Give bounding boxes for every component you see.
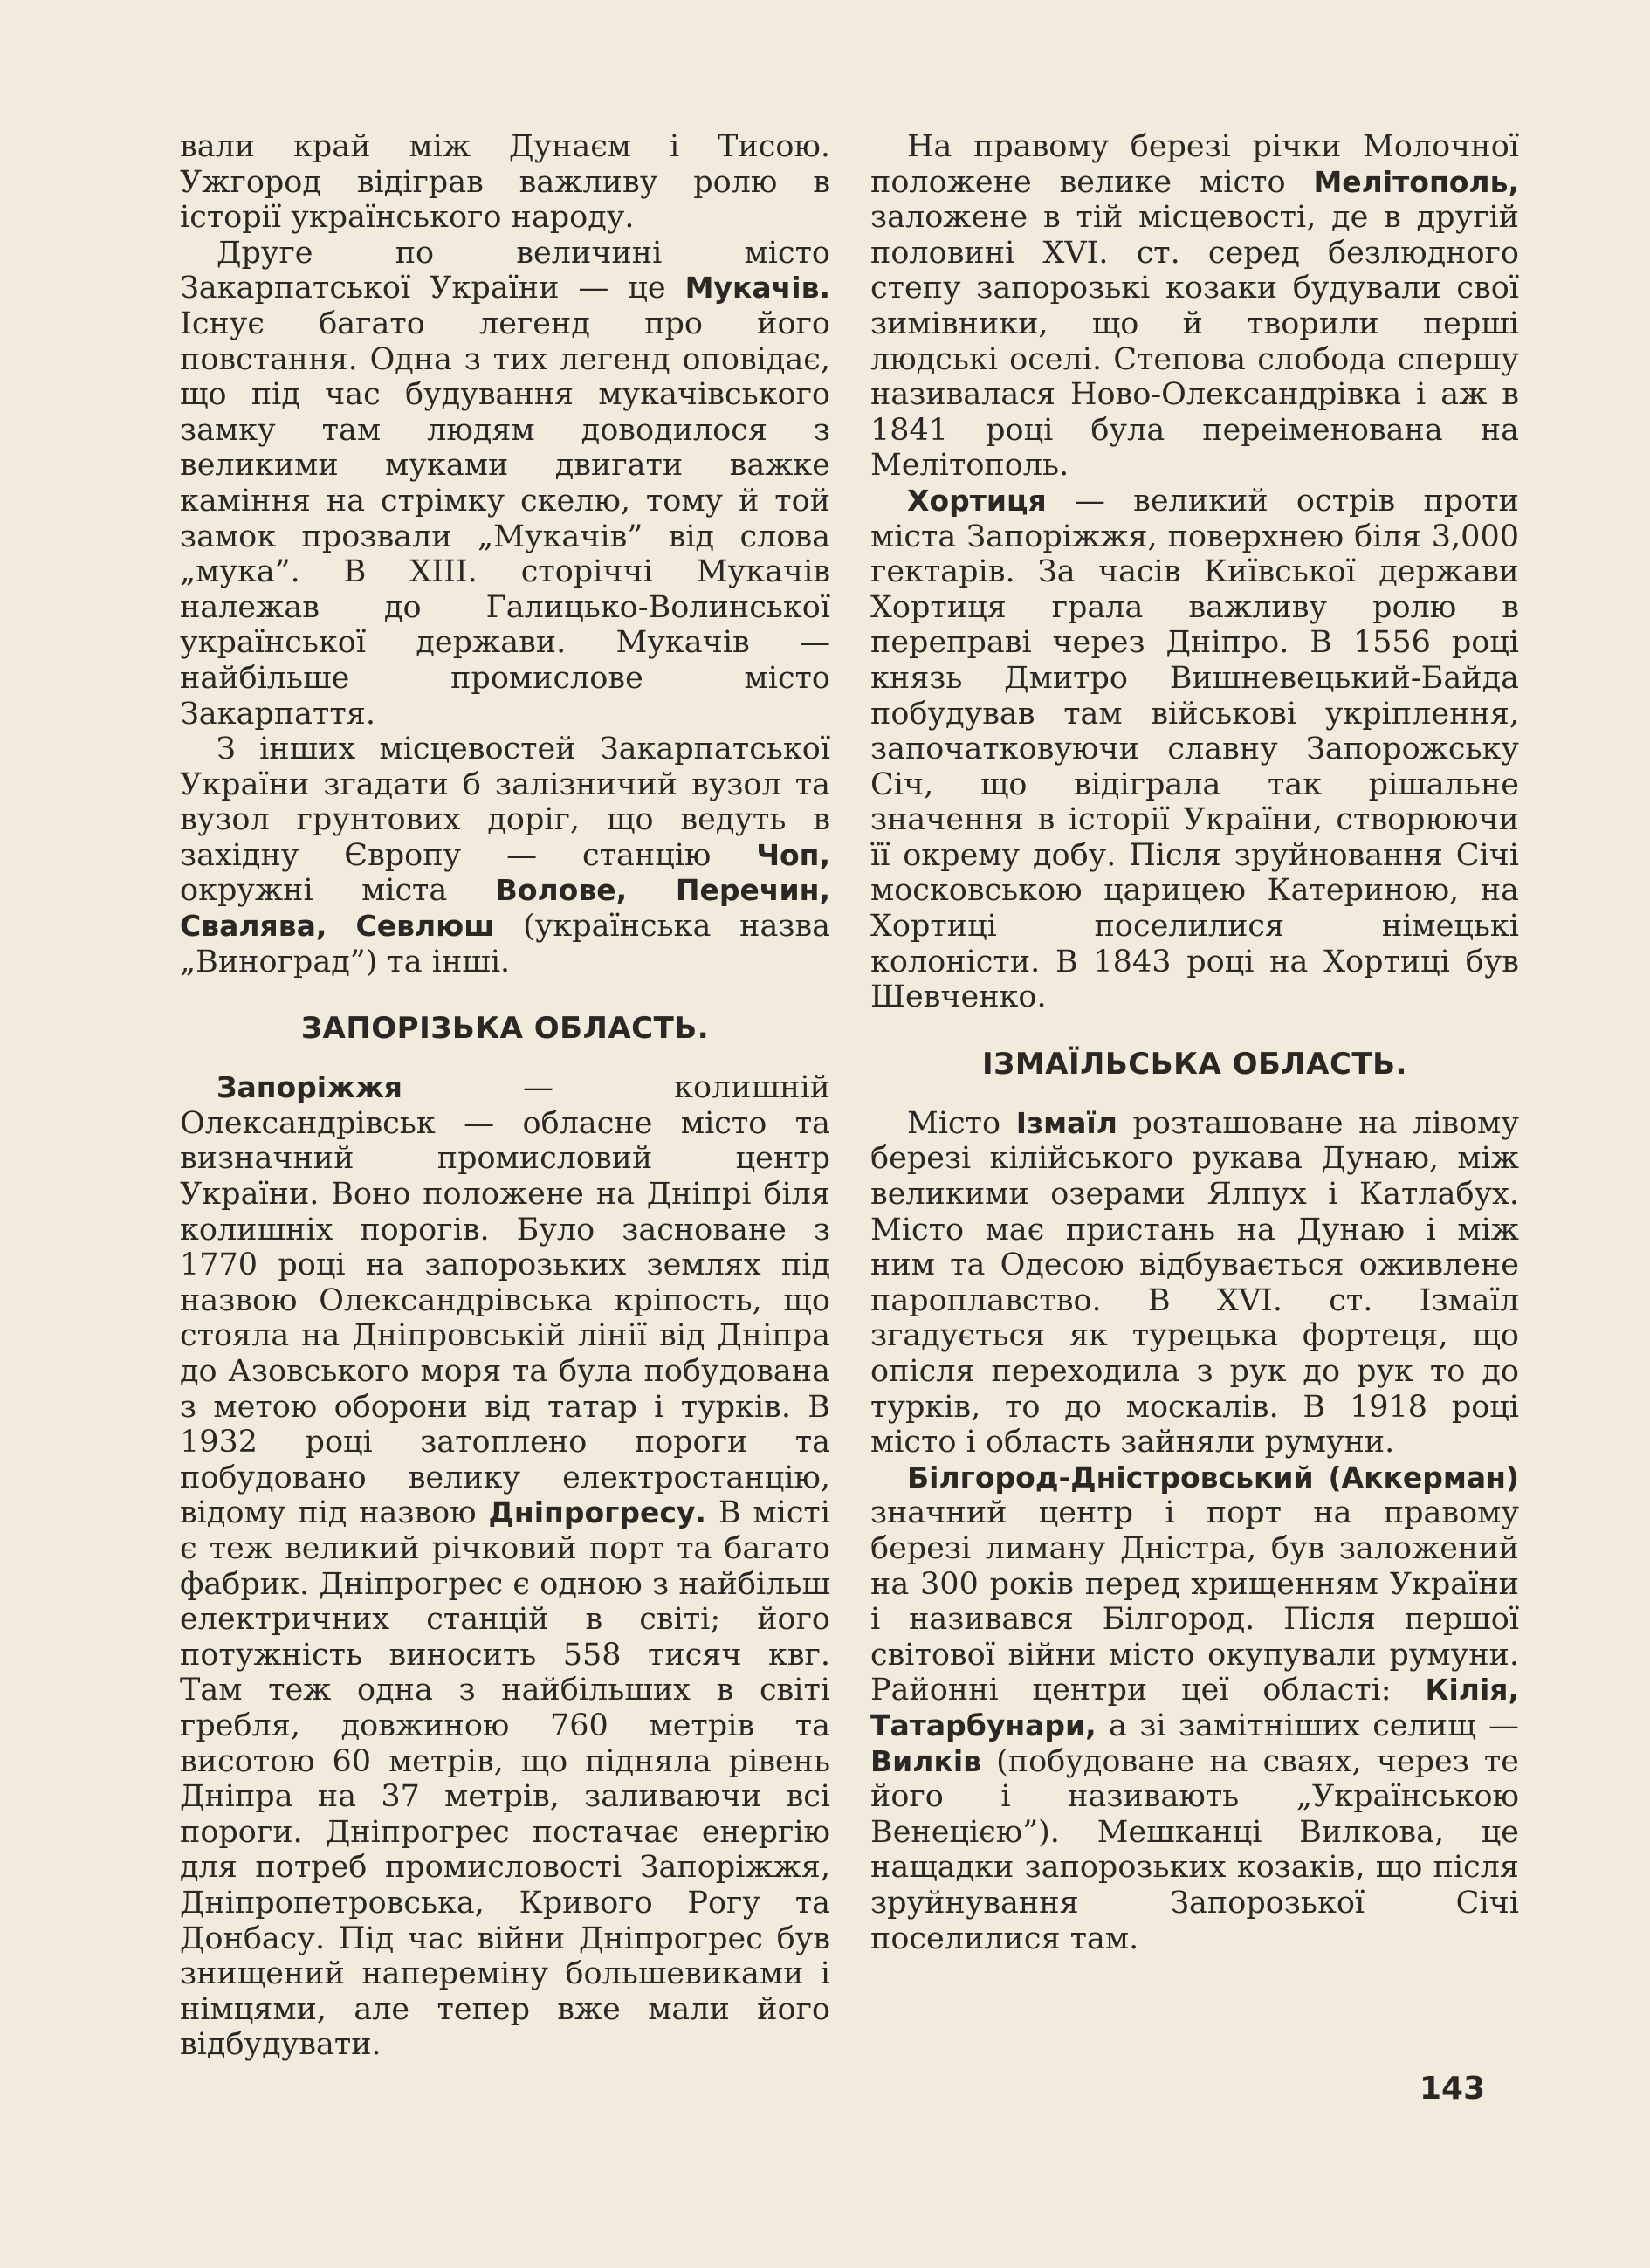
paragraph-bilhorod: Білгород-Дністровський (Аккерман) значний центр і порт на правому березі лиману Дністра, був заложений на 300 років перед хрищенням України і називався Білгород. Після першої світової війни місто окупували румуни. Районні центри цеї області: Кілія, Татарбунари, а зі замітніших селищ — Вилків (побудоване на сваях, через те його і називають „Українською Венецією”). Мешканці Вилкова, це нащадки запорозьких козаків, що після зруйнування Запорозької Січі поселилися там. [870,1460,1519,1956]
paragraph-mukachiv: Друге по величині місто Закарпатської України — це Мукачів. Існує багато легенд про його повстання. Одна з тих легенд оповідає, що під час будування мукачівського замку там людям доводилося з великими муками двигати важке каміння на стрімку скелю, тому й той замок прозвали „Мукачів” від слова „мука”. В XIII. сторіччі Мукачів належав до Галицько-Волинської української держави. Мукачів — найбільше промислове місто Закарпаття. [180,235,830,732]
place-name: Кілія, Татарбунари, [870,1673,1519,1742]
paragraph-other-places: З інших місцевостей Закарпатської України згадати б залізничий вузол та вузол грунтових доріг, що ведуть в західну Європу — станцію Чоп, окружні міста Волове, Перечин, Свалява, Севлюш (українська назва „Виноград”) та інші. [180,732,831,979]
place-name: Чоп, [756,837,830,872]
place-name: Запоріжжя [217,1070,402,1105]
place-name: Білгород-Дністровський (Аккерман) [907,1460,1519,1495]
place-name: Ізмаїл [1015,1105,1117,1140]
left-column [180,129,830,2063]
paragraph-zaporizhzhia: Запоріжжя — колишній Олександрівськ — обласне місто та визначний промисловий центр України. Воно положене на Дніпрі біля колишніх порогів. Було засноване з 1770 році на запорозьких землях під назвою Олександрівська кріпость, що стояла на Дніпровській лінії від Дніпра до Азовського моря та була побудована з метою оборони від татар і турків. В 1932 році затоплено пороги та побудовано велику електростанцію, відому під назвою Дніпрогресу. В місті є теж великий річковий порт та багато фабрик. Дніпрогрес є одною з найбільш електричних станцій в світі; його потужність виносить 558 тисяч квг. Там теж одна з найбільших в світі гребля, довжиною 760 метрів та висотою 60 метрів, що підняла рівень Дніпра на 37 метрів, заливаючи всі пороги. Дніпрогрес постачає енергію для потреб промисловості Запоріжжя, Дніпропетровська, Кривого Рогу та Донбасу. Під час війни Дніпрогрес був знищений напереміну большевиками і німцями, але тепер вже мали його відбудувати. [180,1070,830,2063]
place-name: Мукачів. [684,271,830,306]
right-column [870,129,1519,1956]
paragraph: вали край між Дунаєм і Тисою. Ужгород відіграв важливу ролю в історії українського народу. [180,129,830,236]
paragraph-khortytsia: Хортиця — великий острів проти міста Запоріжжя, поверхнею біля 3,000 гектарів. За часів Київської держави Хортиця грала важливу ролю в переправі через Дніпро. В 1556 році князь Дмитро Вишневецький-Байда побудував там військові укріплення, започатковуючи славну Запорожську Січ, що відіграла так рішальне значення в історії України, створюючи її окрему добу. Після зруйновання Січі московською царицею Катериною, на Хортиці поселилися німецькі колоністи. В 1843 році на Хортиці був Шевченко. [870,483,1519,1015]
section-heading: ЗАПОРІЗЬКА ОБЛАСТЬ. [300,1011,710,1047]
section-heading: ІЗМАЇЛЬСЬКА ОБЛАСТЬ. [982,1046,1407,1082]
place-name: Хортиця [907,483,1047,518]
place-name: Дніпрогресу. [488,1495,706,1530]
place-name: Волове, Перечин, Свалява, Севлюш [180,873,830,944]
page-number: 143 [1420,2071,1486,2106]
paragraph-melitopol: На правому березі річки Молочної положене велике місто Мелітополь, заложене в тій місцевості, де в другій половині XVI. ст. серед безлюдного степу запорозькі козаки будували свої зимівники, що й творили перші людські оселі. Степова слобода спершу називалася Ново-Олександрівка і аж в 1841 році була переіменована на Мелітополь. [870,129,1519,484]
place-name: Мелітополь, [1313,164,1519,199]
place-name: Вилків [870,1743,982,1778]
paragraph-izmail: Місто Ізмаїл розташоване на лівому березі кілійського рукава Дунаю, між великими озерами Ялпух і Катлабух. Місто має пристань на Дунаю і між ним та Одесою відбувається оживлене пароплавство. В XVI. ст. Ізмаїл згадується як турецька фортеця, що опісля переходила з рук до рук то до турків, то до москалів. В 1918 році місто і область зайняли румуни. [870,1105,1519,1460]
